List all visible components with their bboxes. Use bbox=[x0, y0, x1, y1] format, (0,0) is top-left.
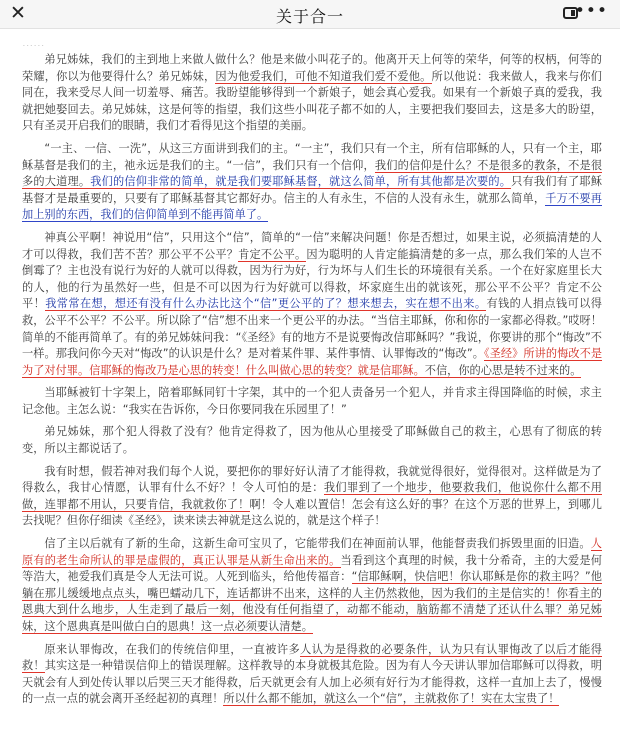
article-paragraph bbox=[22, 642, 602, 708]
paragraph-segment: 我有时想，假若神对我们每个人说，要把你的罪好好认清了才能得救，我就觉得很好，觉得很对。这样做是为了得救么，我甘心情愿，认罪有什么不好？！令人可怕的是： bbox=[22, 464, 602, 495]
paragraph-segment: 《圣经》所讲的悔改不是为了对付罪。信耶稣的悔改乃是心思的转变！什么叫做心思的转变？就是信耶稣。 bbox=[22, 347, 603, 377]
paragraph-segment: “信耶稣啊，快信吧！你认耶稣是你的救主吗？”他躺在那儿缓缓地点点头，嘴巴蠕动几下，连话都讲不出来，这样的人主仍然救他， bbox=[22, 570, 602, 600]
paragraph-segment: 肯定不公平。 bbox=[238, 247, 307, 261]
article-top-fragment: …… bbox=[22, 37, 45, 46]
paragraph-segment: 有钱的人捐点钱可以得救，公平不公平？不公平。所以除了“信”想不出来一个更公平的办法。“当信主耶稣，你和你的一家都必得救。”哎呀！简单的不能再简单了。有的弟兄姊妹问我：“《圣经》有的地方不是说要悔改信耶稣吗？”我说，你要讲的那个“悔改”不一样。那我问你今天对“悔改”的认识是什么？是对着某件罪、某件事情、认罪悔改的“悔改”。 bbox=[22, 297, 602, 361]
page-title: 关于合一 bbox=[275, 7, 344, 26]
paragraph-segment: 只有我们有了耶稣基督才是最重要的，只要有了耶稣基督其它都好办。信主的人有永生，不信的人没有永生，就那么简单， bbox=[22, 175, 602, 205]
article-paragraph bbox=[22, 424, 602, 457]
paragraph-segment: 我常常在想，想还有没有什么办法比这个“信”更公平的了？想来想去，实在想不出来。 bbox=[45, 297, 487, 311]
paragraph-segment: 神真公平啊！神说用“信”，只用这个“信”，简单的“一信”来解决问题！你是否想过，如果主说，必须搞清楚的人才可以得救，我们苦不苦？那公平不公平？ bbox=[22, 230, 602, 261]
article-paragraph bbox=[22, 536, 602, 636]
paragraph-segment: 人认为是得救的必要条件，认为只有认罪悔改了以后才能得救！ bbox=[22, 642, 602, 673]
paragraph-segment: 当看到这个真理的时候，我十分希奇，主的大爱是何等浩大，祂爱我们真是令人无法可说。人死到临头，给他传福音： bbox=[22, 553, 602, 584]
paragraph-segment: 我们的信仰是什么？不是很多的教条，不是很多的大道理。 bbox=[22, 158, 603, 189]
paragraph-segment: “一主、一信、一洗”，从这三方面讲到我们的主。“一主”，我们只有一个主，所有信耶稣的人，只有一个主，耶稣基督是我们的主，祂永远是我们的主。“一信”，我们只有一个信仰， bbox=[22, 141, 602, 172]
paragraph-segment: 啊！令人难以置信！怎会有这么好的事？在这个万恶的世界上，到哪儿去找呢？但你仔细读《圣经》，读来读去神就是这么说的，就是这个样子！ bbox=[22, 497, 602, 528]
paragraph-segment: 千万不要再加上别的东西，我们的信仰简单到不能再简单了。 bbox=[22, 191, 602, 222]
paragraph-segment: 其实这是一种错误信仰上的错误理解。这样教导的本身就极其危险。因为有人今天讲认罪加信耶稣可以得救，明天就会有人到处传认罪以后哭三天才能得救，后天就更会有人加上必须有好行为才能得救，这样一直加上去了，慢慢的一点一点的就会离开圣经起初的真理！ bbox=[22, 659, 602, 706]
article-paragraph bbox=[22, 385, 602, 418]
article-paragraph bbox=[22, 52, 602, 135]
paragraph-segment: 因为聪明的人肯定能搞清楚的多一点，那么我们笨的人岂不倒霉了？主也没有说行为好的人就可以得救，因为行为好，行为坏与人们生长的环境很有关系。一个在好家庭里长大的人，他的行为虽然好一些，但是不可以因为行为好就可以得救，坏家庭生出的就该死，那公平不公平？肯定不公平！ bbox=[22, 247, 602, 311]
paragraph-segment: 我们罪到了一个地步，他要救我们，他说你什么都不用做，连罪都不用认，只要肯信，我就救你了！ bbox=[22, 481, 602, 511]
paragraph-segment: 弟兄姊妹，我们的主到地上来做人做什么？他是来做小叫花子的。他离开天上何等的荣华，何等的权柄，何等的荣耀，你以为他要得什么？弟兄姊妹， bbox=[22, 53, 602, 83]
article-paragraph bbox=[22, 141, 602, 224]
paragraph-segment: 所以什么都不能加，就这么一个“信”，主就救你了！实在太宝贵了！ bbox=[223, 692, 560, 706]
paragraph-segment: 当耶稣被钉十字架上，陪着耶稣同钉十字架，其中的一个犯人责备另一个犯人，并肯求主得国降临的时候，求主记念他。主怎么说：“我实在告诉你，今日你要同我在乐园里了！” bbox=[22, 386, 602, 416]
article-paragraph bbox=[22, 464, 602, 530]
paragraph-segment: 信了主以后就有了新的生命，这新生命可宝贝了，它能带我们在神面前认罪，他能督责我们拆毁里面的旧造。 bbox=[44, 537, 591, 551]
paragraph-segment: 原来认罪悔改，在我们的传统信仰里，一直被许多 bbox=[44, 642, 301, 656]
paragraph-segment: 因为我们的主是信实的！你看主的恩典大到什么地步，人生走到了最后一刻，他没有任何指望了，动都不能动，脑筋都不清楚了还认什么罪？弟兄姊妹，这个恩典真是叫做白白的恩典！这一点必须要认清楚。 bbox=[22, 586, 602, 633]
paragraph-segment: 不信，你的心思是转不过来的。 bbox=[424, 363, 582, 377]
more-dots-icon[interactable]: ••• bbox=[574, 1, 608, 21]
navigation-bar bbox=[0, 0, 620, 29]
paragraph-segment: 我们的信仰非常的简单，就是我们要耶稣基督，就这么简单，所有其他都是次要的。 bbox=[90, 175, 512, 189]
paragraph-segment: 所以他说：我来做人，我来与你们同在，我来受尽人间一切羞辱、痛苦。我盼望能够得到一个新娘子，她会真心爱我。如果有一个新娘子真的爱我，我就把她娶回去。弟兄姊妹，这是何等的指望，我们这些小叫花子都不如的人，主要把我们娶回去，这是多大的盼望，只有圣灵开启我们的眼睛，我们才看得见这个指望的美丽。 bbox=[22, 69, 602, 133]
close-icon[interactable]: ✕ bbox=[10, 2, 26, 24]
article-body bbox=[22, 36, 602, 714]
paragraph-segment: 弟兄姊妹，那个犯人得救了没有？他肯定得救了，因为他从心里接受了耶稣做自己的救主，心思有了彻底的转变，所以主都说话了。 bbox=[22, 425, 602, 456]
article-paragraph bbox=[22, 230, 602, 379]
paragraph-segment: 人原有的老生命所认的罪是虚假的，真正认罪是从新生命出来的。 bbox=[22, 537, 602, 567]
paragraph-segment: 因为他爱我们，可他不知道我们爱不爱他。 bbox=[215, 69, 432, 83]
